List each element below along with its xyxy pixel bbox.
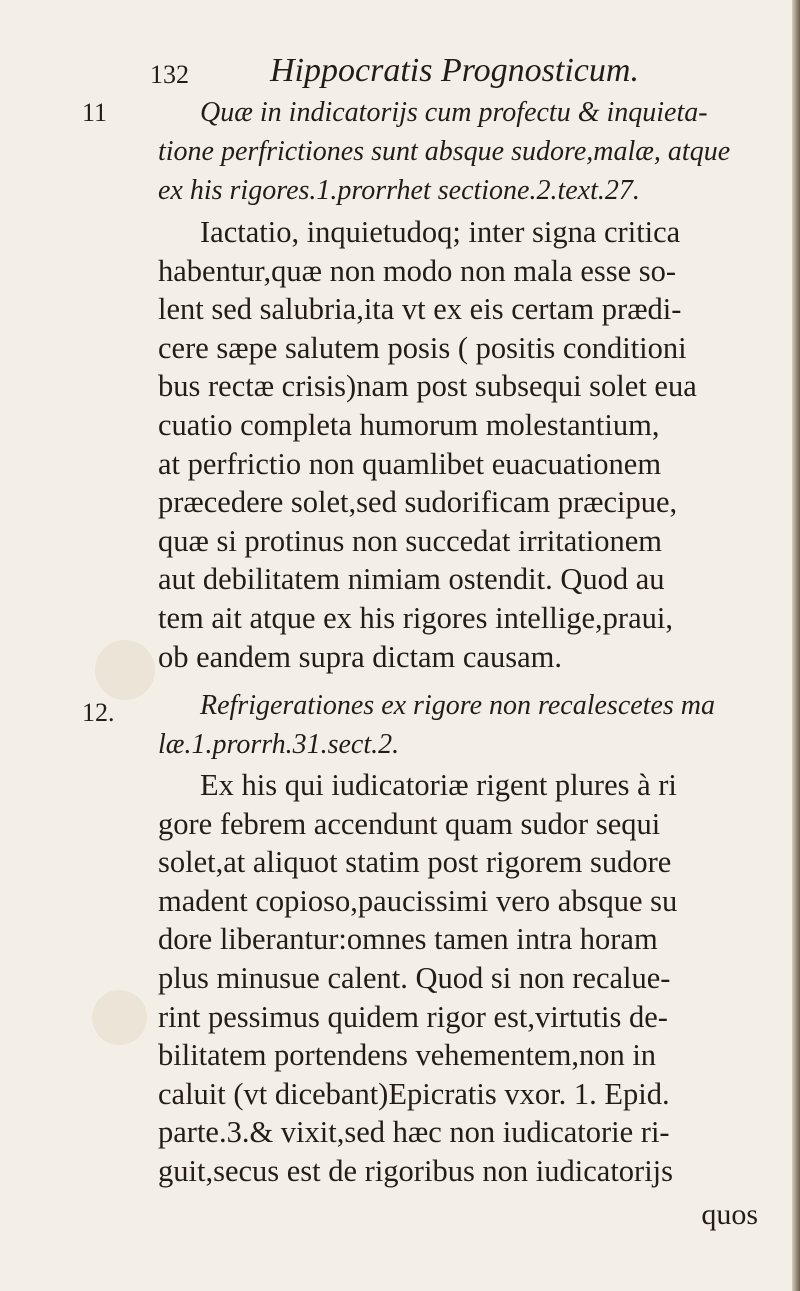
page-header <box>150 52 710 96</box>
commentary-line: habentur,quæ non modo non mala esse so- <box>158 253 677 288</box>
section-number: 11 <box>82 98 108 127</box>
aphorism <box>158 686 768 764</box>
commentary-line: tem ait atque ex his rigores intellige,praui, <box>158 600 673 635</box>
page-number: 132 <box>150 60 189 89</box>
commentary-line: Ex his qui iudicatoriæ rigent plures à ri <box>200 768 677 802</box>
commentary <box>158 766 768 1191</box>
commentary-line: bus rectæ crisis)nam post subsequi solet eua <box>158 369 697 404</box>
commentary-line: lent sed salubria,ita vt ex eis certam prædi- <box>158 292 682 327</box>
commentary-line: bilitatem portendens vehementem,non in <box>158 1038 657 1073</box>
commentary-line: solet,at aliquot statim post rigorem sudore <box>158 845 672 880</box>
aphorism-line: Refrigerationes ex rigore non recalescetes ma <box>200 690 716 721</box>
aphorism <box>158 93 768 210</box>
commentary-line: at perfrictio non quamlibet euacuationem <box>158 446 662 481</box>
aphorism-line: tione perfrictiones sunt absque sudore,malæ, atque <box>158 136 731 167</box>
commentary-line: præcedere solet,sed sudorificam præcipue, <box>158 485 678 520</box>
commentary-line: Iactatio, inquietudoq; inter signa critica <box>200 215 681 249</box>
aphorism-line: ex his rigores.1.prorrhet sectione.2.text.27. <box>158 175 640 206</box>
commentary-line: rint pessimus quidem rigor est,virtutis de- <box>158 999 668 1034</box>
commentary-line: plus minusue calent. Quod si non recalue- <box>158 960 671 995</box>
paper-stain <box>92 990 147 1045</box>
commentary-line: dore liberantur:omnes tamen intra horam <box>158 922 658 957</box>
commentary <box>158 213 768 676</box>
commentary-line: quæ si protinus non succedat irritationem <box>158 523 663 558</box>
commentary-line: aut debilitatem nimiam ostendit. Quod au <box>158 562 665 597</box>
commentary-line: guit,secus est de rigoribus non iudicatorijs <box>158 1153 674 1188</box>
commentary-line: cere sæpe salutem posis ( positis conditioni <box>158 330 687 365</box>
commentary-line: parte.3.& vixit,sed hæc non iudicatorie ri- <box>158 1115 670 1150</box>
commentary-line: gore febrem accendunt quam sudor sequi <box>158 806 661 841</box>
commentary-line: caluit (vt dicebant)Epicratis vxor. 1. Epid. <box>158 1076 670 1111</box>
running-title: Hippocratis Prognosticum. <box>270 52 639 89</box>
paper-stain <box>95 640 155 700</box>
catchword: quos <box>701 1198 758 1231</box>
page-edge <box>792 0 800 1291</box>
commentary-line: cuatio completa humorum molestantium, <box>158 407 660 442</box>
section-number: 12. <box>82 698 115 727</box>
commentary-line: madent copioso,paucissimi vero absque su <box>158 883 678 918</box>
commentary-line: ob eandem supra dictam causam. <box>158 639 562 674</box>
aphorism-line: læ.1.prorrh.31.sect.2. <box>158 729 400 760</box>
aphorism-line: Quæ in indicatorijs cum profectu & inquieta- <box>200 97 708 128</box>
